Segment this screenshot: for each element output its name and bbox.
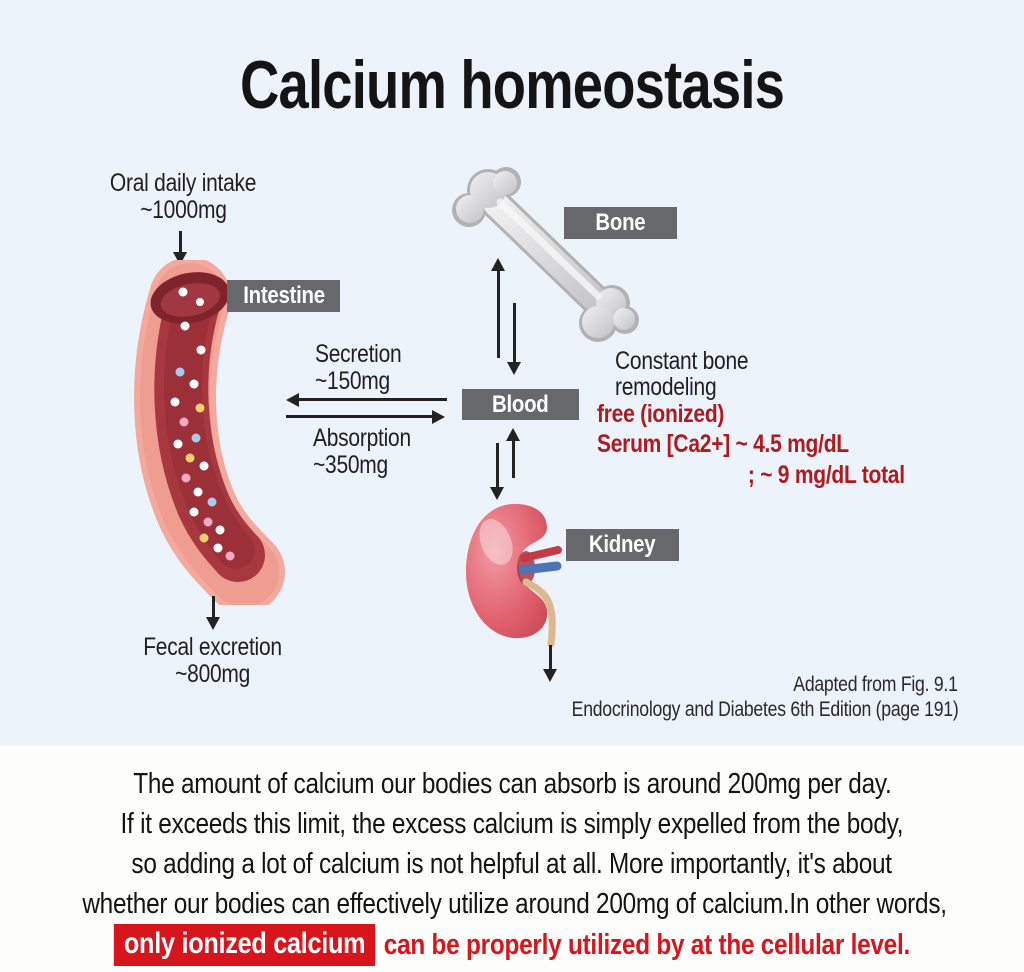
renal-vein (523, 566, 557, 570)
intestine-tag: Intestine (227, 280, 340, 312)
fecal-excretion-label: Fecal excretion ~800mg (143, 633, 283, 688)
blood-tag: Blood (462, 389, 579, 420)
highlight-badge: only ionized calcium (114, 924, 376, 966)
footer-text-line: If it exceeds this limit, the excess calcium is simply expelled from the body, (120, 808, 904, 840)
source-citation: Adapted from Fig. 9.1 Endocrinology and Diabetes 6th Edition (page 191) (571, 673, 958, 721)
serum-total-label: ; ~ 9 mg/dL total (748, 461, 905, 489)
footer-text-line: so adding a lot of calcium is not helpful at all. More importantly, it's about (131, 848, 893, 880)
footer-text-line: whether our bodies can effectively utilize around 200mg of calcium.In other words, (82, 888, 947, 920)
highlight-rest-text: can be properly utilized by at the cellular level. (383, 928, 911, 961)
arrow-bone-to-blood (513, 303, 516, 362)
kidney-tag: Kidney (566, 529, 679, 561)
bone-illustration (448, 152, 658, 352)
arrow-kidney-to-blood (512, 441, 515, 478)
arrow-absorption (286, 415, 432, 418)
serum-value-label: Serum [Ca2+] ~ 4.5 mg/dL (597, 430, 849, 458)
arrow-secretion (299, 398, 447, 401)
arrow-oral-to-intestine (179, 231, 182, 252)
footer-text-line: The amount of calcium our bodies can absorb is around 200mg per day. (132, 768, 892, 800)
absorption-label: Absorption ~350mg (313, 424, 411, 479)
bone-tag: Bone (564, 207, 677, 239)
oral-intake-label: Oral daily intake ~1000mg (109, 169, 257, 224)
footer-highlight-line (0, 924, 1024, 966)
kidney-illustration (456, 498, 586, 648)
arrow-intestine-to-fecal (212, 596, 215, 617)
arrow-kidney-excretion (549, 645, 552, 669)
renal-artery (524, 550, 558, 558)
arrow-blood-to-kidney (496, 443, 499, 487)
serum-free-label: free (ionized) (597, 400, 725, 428)
arrow-blood-to-bone (497, 271, 500, 358)
remodeling-label: Constant bone remodeling (615, 347, 749, 401)
secretion-label: Secretion ~150mg (315, 340, 402, 395)
page-title: Calcium homeostasis (239, 47, 785, 123)
